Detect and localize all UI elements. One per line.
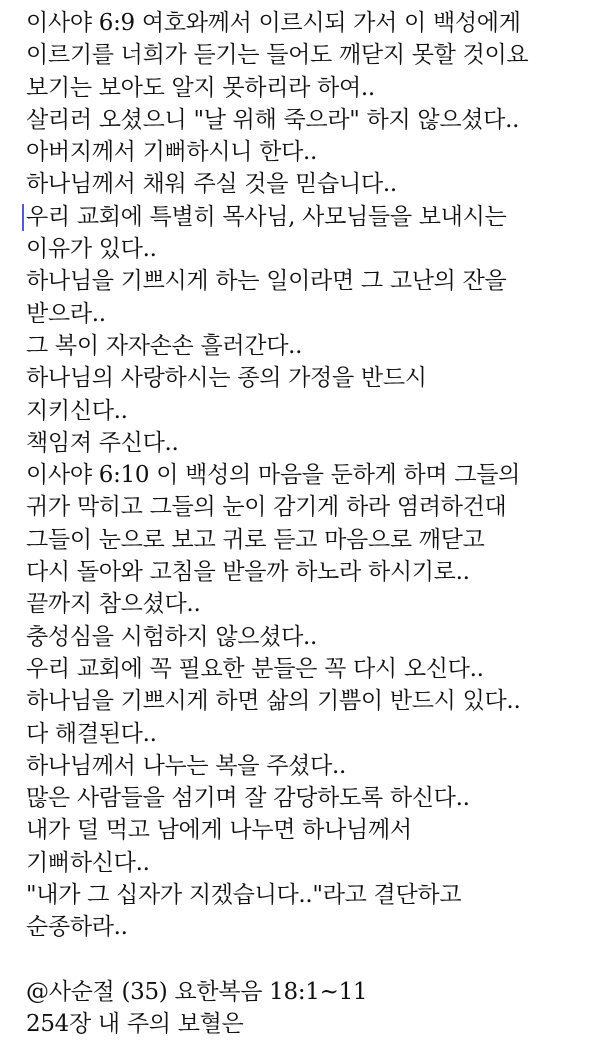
- note-line: 우리 교회에 꼭 필요한 분들은 꼭 다시 오신다..: [26, 655, 484, 682]
- note-line: 내가 덜 먹고 남에게 나누면 하나님께서: [26, 817, 412, 844]
- note-line: 하나님께서 나누는 복을 주셨다..: [26, 752, 346, 779]
- note-line: 아버지께서 기뻐하시니 한다..: [26, 139, 318, 166]
- note-line: 이유가 있다..: [26, 236, 157, 263]
- note-line-text: 우리 교회에 특별히 목사님, 사모님들을 보내시는: [26, 203, 507, 230]
- note-line: 끝까지 참으셨다..: [26, 591, 201, 618]
- note-line: 살리러 오셨으니 "날 위해 죽으라" 하지 않으셨다..: [26, 106, 520, 133]
- note-line-with-cursor: [26, 201, 594, 233]
- note-line: 보기는 보아도 알지 못하리라 하여..: [26, 74, 375, 101]
- note-line: 이사야 6:9 여호와께서 이르시되 가서 이 백성에게: [26, 10, 521, 36]
- footer-line-hymn: 254장 내 주의 보혈은: [26, 1011, 244, 1038]
- note-line: 다시 돌아와 고침을 받을까 하노라 하시기로..: [26, 559, 470, 586]
- note-line: 귀가 막히고 그들의 눈이 감기게 하라 염려하건대: [26, 494, 507, 521]
- note-line: "내가 그 십자가 지겠습니다.."라고 결단하고: [26, 882, 462, 909]
- note-line: 이르기를 너희가 듣기는 들어도 깨닫지 못할 것이요: [26, 42, 529, 69]
- note-line: 지키신다..: [26, 397, 128, 424]
- note-line: 하나님을 기쁘시게 하는 일이라면 그 고난의 잔을: [26, 268, 507, 295]
- note-line: 하나님을 기쁘시게 하면 삶의 기쁨이 반드시 있다..: [26, 688, 521, 715]
- note-body[interactable]: [26, 7, 594, 1041]
- note-line: 많은 사람들을 섬기며 잘 감당하도록 하신다..: [26, 785, 470, 812]
- note-line: 하나님께서 채워 주실 것을 믿습니다..: [26, 171, 397, 198]
- note-line: 기뻐하신다..: [26, 849, 150, 876]
- text-cursor: [22, 204, 24, 231]
- note-line: 하나님의 사랑하시는 종의 가정을 반드시: [26, 365, 427, 392]
- note-line: 받으라..: [26, 300, 106, 327]
- note-line: 이사야 6:10 이 백성의 마음을 둔하게 하며 그들의: [26, 462, 521, 489]
- note-line: 책임져 주신다..: [26, 429, 179, 456]
- note-line: 충성심을 시험하지 않으셨다..: [26, 623, 318, 650]
- footer-line-sermon: @사순절 (35) 요한복음 18:1~11: [26, 978, 368, 1005]
- blank-line: [26, 944, 594, 976]
- note-line: 그 복이 자자손손 흘러간다..: [26, 332, 303, 359]
- note-line: 다 해결된다..: [26, 720, 157, 747]
- note-line: 그들이 눈으로 보고 귀로 듣고 마음으로 깨닫고: [26, 526, 485, 553]
- note-line: 순종하라..: [26, 914, 128, 941]
